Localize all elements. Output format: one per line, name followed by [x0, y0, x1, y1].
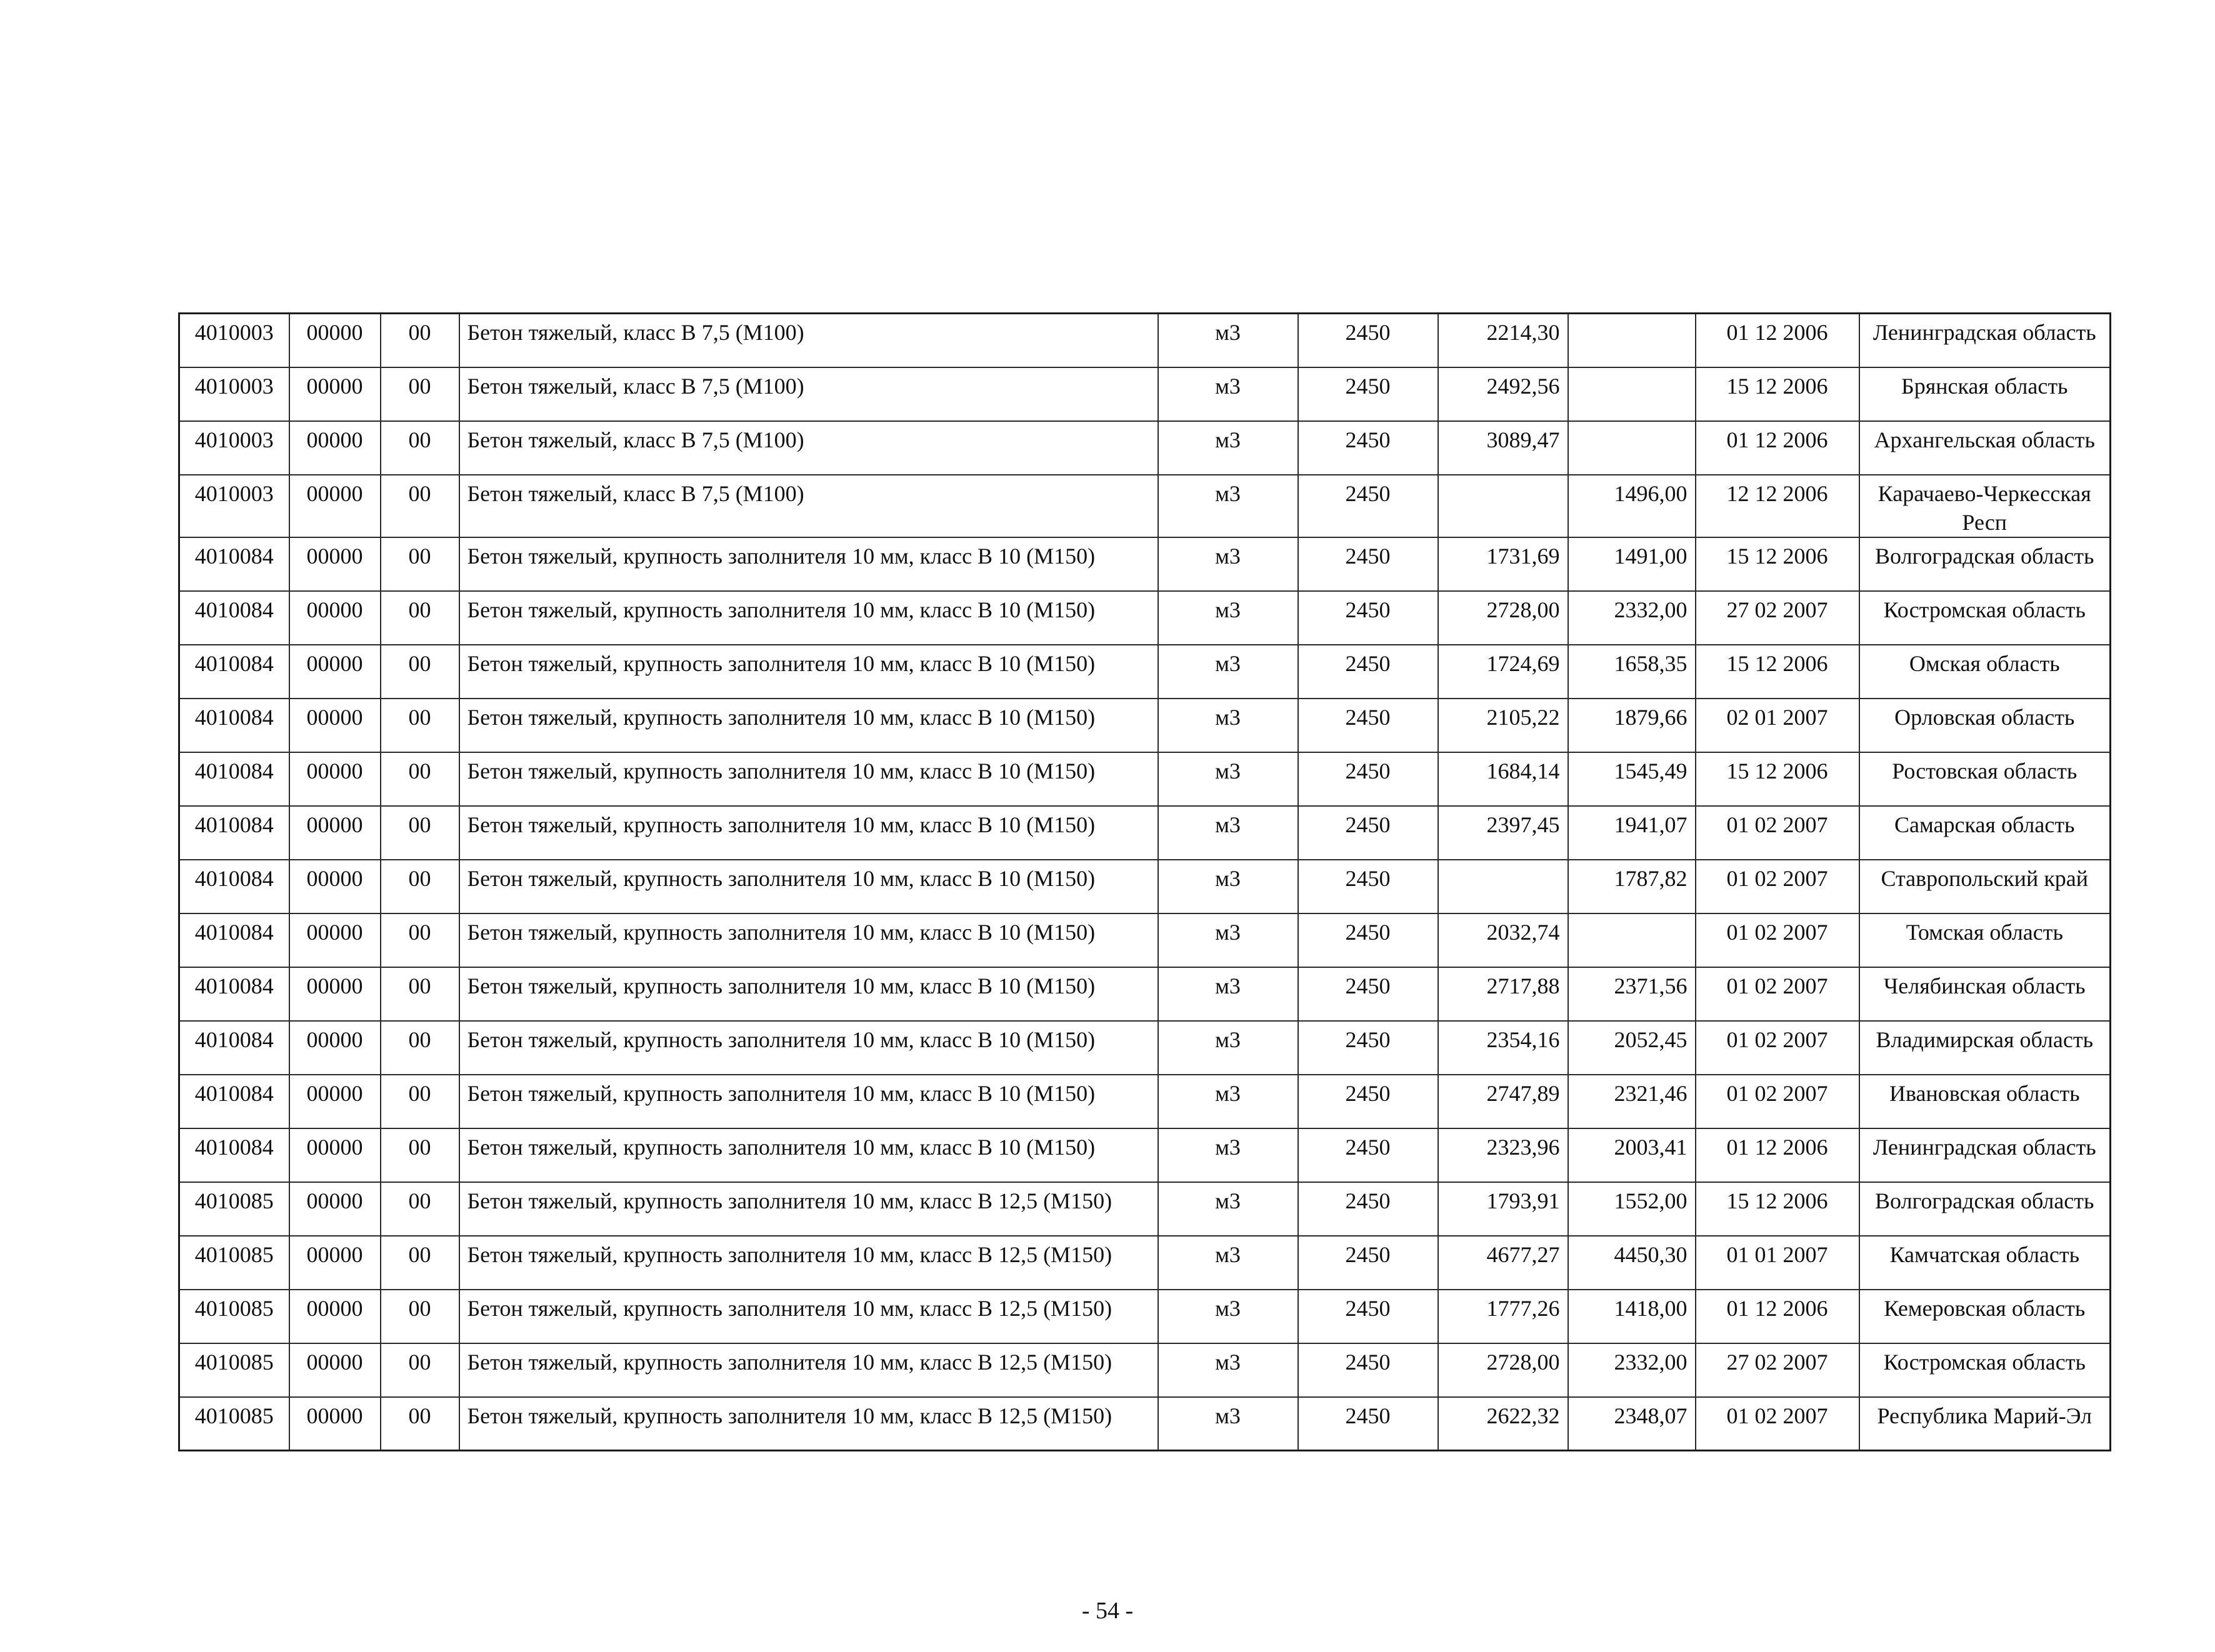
- cell-unit: м3: [1158, 1182, 1298, 1236]
- cell-code: 4010085: [179, 1343, 289, 1397]
- cell-region: Томская область: [1859, 913, 2111, 967]
- cell-region: Камчатская область: [1859, 1236, 2111, 1290]
- cell-price-1: 2747,89: [1438, 1075, 1568, 1128]
- cell-date: 15 12 2006: [1696, 537, 1859, 591]
- cell-price-1: 2622,32: [1438, 1397, 1568, 1451]
- cell-code: 4010084: [179, 860, 289, 913]
- cell-density: 2450: [1298, 367, 1438, 421]
- cell-price-2: 2332,00: [1568, 1343, 1696, 1397]
- cell-variant: 00: [381, 421, 459, 475]
- cell-density: 2450: [1298, 1290, 1438, 1343]
- cell-variant: 00: [381, 314, 459, 367]
- cell-price-1: 1684,14: [1438, 752, 1568, 806]
- cell-density: 2450: [1298, 645, 1438, 699]
- table-row: [179, 1236, 2111, 1290]
- cell-price-2: 2052,45: [1568, 1021, 1696, 1075]
- cell-price-1: [1438, 475, 1568, 537]
- cell-material-name: Бетон тяжелый, крупность заполнителя 10 мм, класс В 12,5 (М150): [459, 1182, 1158, 1236]
- cell-subcode: 00000: [289, 591, 381, 645]
- cell-code: 4010003: [179, 367, 289, 421]
- page-number: - 54 -: [1081, 1598, 1134, 1624]
- cell-density: 2450: [1298, 421, 1438, 475]
- cell-price-1: 1724,69: [1438, 645, 1568, 699]
- cell-density: 2450: [1298, 1236, 1438, 1290]
- cell-unit: м3: [1158, 1021, 1298, 1075]
- cell-unit: м3: [1158, 645, 1298, 699]
- cell-price-1: 3089,47: [1438, 421, 1568, 475]
- cell-subcode: 00000: [289, 913, 381, 967]
- cell-date: 15 12 2006: [1696, 367, 1859, 421]
- cell-subcode: 00000: [289, 1290, 381, 1343]
- cell-price-2: [1568, 367, 1696, 421]
- cell-density: 2450: [1298, 475, 1438, 537]
- cell-price-2: 1658,35: [1568, 645, 1696, 699]
- cell-price-1: 2397,45: [1438, 806, 1568, 860]
- table-row: [179, 913, 2111, 967]
- cell-price-1: 2105,22: [1438, 699, 1568, 752]
- cell-variant: 00: [381, 367, 459, 421]
- cell-code: 4010084: [179, 967, 289, 1021]
- cell-code: 4010085: [179, 1236, 289, 1290]
- cell-price-1: 1731,69: [1438, 537, 1568, 591]
- cell-variant: 00: [381, 537, 459, 591]
- cell-subcode: 00000: [289, 1128, 381, 1182]
- table-row: [179, 314, 2111, 367]
- cell-unit: м3: [1158, 1236, 1298, 1290]
- cell-region: Ставропольский край: [1859, 860, 2111, 913]
- cell-material-name: Бетон тяжелый, крупность заполнителя 10 мм, класс В 12,5 (М150): [459, 1290, 1158, 1343]
- cell-price-2: 2321,46: [1568, 1075, 1696, 1128]
- cell-price-1: 2717,88: [1438, 967, 1568, 1021]
- cell-variant: 00: [381, 1397, 459, 1451]
- table-row: [179, 1021, 2111, 1075]
- cell-variant: 00: [381, 1343, 459, 1397]
- cell-code: 4010084: [179, 806, 289, 860]
- cell-density: 2450: [1298, 1128, 1438, 1182]
- table-row: [179, 475, 2111, 537]
- cell-density: 2450: [1298, 860, 1438, 913]
- cell-material-name: Бетон тяжелый, крупность заполнителя 10 мм, класс В 10 (М150): [459, 1021, 1158, 1075]
- cell-code: 4010084: [179, 752, 289, 806]
- cell-price-2: 1496,00: [1568, 475, 1696, 537]
- cell-unit: м3: [1158, 806, 1298, 860]
- cell-unit: м3: [1158, 913, 1298, 967]
- cell-density: 2450: [1298, 1182, 1438, 1236]
- cell-code: 4010084: [179, 913, 289, 967]
- cell-date: 01 02 2007: [1696, 860, 1859, 913]
- cell-region: Ростовская область: [1859, 752, 2111, 806]
- table-row: [179, 1397, 2111, 1451]
- cell-region: Волгоградская область: [1859, 537, 2111, 591]
- cell-subcode: 00000: [289, 1182, 381, 1236]
- table-row: [179, 1182, 2111, 1236]
- cell-unit: м3: [1158, 752, 1298, 806]
- cell-region: Омская область: [1859, 645, 2111, 699]
- cell-date: 01 12 2006: [1696, 421, 1859, 475]
- cell-code: 4010003: [179, 475, 289, 537]
- cell-unit: м3: [1158, 1343, 1298, 1397]
- cell-code: 4010084: [179, 1128, 289, 1182]
- cell-unit: м3: [1158, 1290, 1298, 1343]
- cell-price-2: 2371,56: [1568, 967, 1696, 1021]
- cell-region: Архангельская область: [1859, 421, 2111, 475]
- cell-code: 4010084: [179, 699, 289, 752]
- cell-region: Орловская область: [1859, 699, 2111, 752]
- cell-price-2: 2348,07: [1568, 1397, 1696, 1451]
- cell-subcode: 00000: [289, 806, 381, 860]
- cell-material-name: Бетон тяжелый, крупность заполнителя 10 мм, класс В 12,5 (М150): [459, 1343, 1158, 1397]
- cell-unit: м3: [1158, 537, 1298, 591]
- cell-region: Волгоградская область: [1859, 1182, 2111, 1236]
- cell-price-2: 1491,00: [1568, 537, 1696, 591]
- cell-code: 4010084: [179, 591, 289, 645]
- cell-price-2: 1418,00: [1568, 1290, 1696, 1343]
- cell-region: Карачаево-Черкесская Респ: [1859, 475, 2111, 537]
- cell-code: 4010085: [179, 1290, 289, 1343]
- cell-variant: 00: [381, 1182, 459, 1236]
- cell-variant: 00: [381, 1021, 459, 1075]
- cell-date: 01 02 2007: [1696, 913, 1859, 967]
- cell-date: 01 12 2006: [1696, 1128, 1859, 1182]
- table-row: [179, 752, 2111, 806]
- cell-date: 12 12 2006: [1696, 475, 1859, 537]
- cell-subcode: 00000: [289, 699, 381, 752]
- cell-density: 2450: [1298, 537, 1438, 591]
- cell-material-name: Бетон тяжелый, крупность заполнителя 10 мм, класс В 10 (М150): [459, 806, 1158, 860]
- cell-region: Костромская область: [1859, 591, 2111, 645]
- cell-code: 4010084: [179, 1021, 289, 1075]
- cell-price-1: [1438, 860, 1568, 913]
- cell-subcode: 00000: [289, 537, 381, 591]
- cell-unit: м3: [1158, 591, 1298, 645]
- cell-date: 01 02 2007: [1696, 967, 1859, 1021]
- cell-variant: 00: [381, 475, 459, 537]
- cell-code: 4010084: [179, 1075, 289, 1128]
- cell-price-1: 2492,56: [1438, 367, 1568, 421]
- table-body: [179, 314, 2111, 1451]
- cell-material-name: Бетон тяжелый, крупность заполнителя 10 мм, класс В 10 (М150): [459, 699, 1158, 752]
- cell-unit: м3: [1158, 421, 1298, 475]
- cell-material-name: Бетон тяжелый, класс В 7,5 (М100): [459, 475, 1158, 537]
- cell-date: 01 12 2006: [1696, 314, 1859, 367]
- cell-subcode: 00000: [289, 1343, 381, 1397]
- cell-price-1: 1777,26: [1438, 1290, 1568, 1343]
- table-row: [179, 1075, 2111, 1128]
- cell-density: 2450: [1298, 1075, 1438, 1128]
- cell-price-1: 2354,16: [1438, 1021, 1568, 1075]
- cell-subcode: 00000: [289, 475, 381, 537]
- cell-price-1: 2728,00: [1438, 591, 1568, 645]
- cell-material-name: Бетон тяжелый, крупность заполнителя 10 мм, класс В 10 (М150): [459, 645, 1158, 699]
- cell-region: Брянская область: [1859, 367, 2111, 421]
- cell-code: 4010085: [179, 1397, 289, 1451]
- cell-date: 02 01 2007: [1696, 699, 1859, 752]
- table-row: [179, 367, 2111, 421]
- cell-code: 4010003: [179, 314, 289, 367]
- table-row: [179, 645, 2111, 699]
- cell-subcode: 00000: [289, 421, 381, 475]
- cell-code: 4010084: [179, 645, 289, 699]
- cell-unit: м3: [1158, 699, 1298, 752]
- table-row: [179, 860, 2111, 913]
- cell-variant: 00: [381, 1236, 459, 1290]
- cell-unit: м3: [1158, 475, 1298, 537]
- cell-density: 2450: [1298, 314, 1438, 367]
- cell-date: 27 02 2007: [1696, 1343, 1859, 1397]
- cell-material-name: Бетон тяжелый, крупность заполнителя 10 мм, класс В 12,5 (М150): [459, 1397, 1158, 1451]
- price-table: [178, 312, 2111, 1451]
- cell-density: 2450: [1298, 752, 1438, 806]
- cell-material-name: Бетон тяжелый, крупность заполнителя 10 мм, класс В 10 (М150): [459, 1075, 1158, 1128]
- price-sheet: [178, 312, 2109, 1451]
- cell-price-2: 4450,30: [1568, 1236, 1696, 1290]
- table-row: [179, 1128, 2111, 1182]
- table-row: [179, 806, 2111, 860]
- cell-subcode: 00000: [289, 1397, 381, 1451]
- cell-density: 2450: [1298, 1397, 1438, 1451]
- cell-variant: 00: [381, 967, 459, 1021]
- cell-region: Кемеровская область: [1859, 1290, 2111, 1343]
- table-row: [179, 591, 2111, 645]
- cell-region: Ленинградская область: [1859, 1128, 2111, 1182]
- cell-price-2: 2332,00: [1568, 591, 1696, 645]
- cell-price-2: [1568, 421, 1696, 475]
- cell-variant: 00: [381, 591, 459, 645]
- cell-material-name: Бетон тяжелый, крупность заполнителя 10 мм, класс В 10 (М150): [459, 591, 1158, 645]
- cell-price-2: [1568, 314, 1696, 367]
- cell-date: 01 02 2007: [1696, 1397, 1859, 1451]
- cell-date: 01 02 2007: [1696, 1075, 1859, 1128]
- cell-unit: м3: [1158, 1128, 1298, 1182]
- cell-unit: м3: [1158, 967, 1298, 1021]
- cell-variant: 00: [381, 913, 459, 967]
- cell-date: 01 02 2007: [1696, 806, 1859, 860]
- cell-region: Ленинградская область: [1859, 314, 2111, 367]
- cell-price-2: 1552,00: [1568, 1182, 1696, 1236]
- cell-date: 01 01 2007: [1696, 1236, 1859, 1290]
- table-row: [179, 421, 2111, 475]
- table-row: [179, 537, 2111, 591]
- cell-material-name: Бетон тяжелый, крупность заполнителя 10 мм, класс В 10 (М150): [459, 537, 1158, 591]
- cell-unit: м3: [1158, 860, 1298, 913]
- cell-subcode: 00000: [289, 1236, 381, 1290]
- cell-material-name: Бетон тяжелый, крупность заполнителя 10 мм, класс В 10 (М150): [459, 860, 1158, 913]
- cell-region: Самарская область: [1859, 806, 2111, 860]
- cell-variant: 00: [381, 699, 459, 752]
- cell-variant: 00: [381, 1128, 459, 1182]
- cell-price-2: 1545,49: [1568, 752, 1696, 806]
- cell-subcode: 00000: [289, 1075, 381, 1128]
- cell-price-2: 1941,07: [1568, 806, 1696, 860]
- cell-density: 2450: [1298, 699, 1438, 752]
- cell-price-1: 2323,96: [1438, 1128, 1568, 1182]
- cell-date: 15 12 2006: [1696, 752, 1859, 806]
- cell-variant: 00: [381, 806, 459, 860]
- cell-variant: 00: [381, 752, 459, 806]
- cell-unit: м3: [1158, 1397, 1298, 1451]
- cell-unit: м3: [1158, 1075, 1298, 1128]
- cell-price-1: 2214,30: [1438, 314, 1568, 367]
- cell-code: 4010085: [179, 1182, 289, 1236]
- cell-unit: м3: [1158, 367, 1298, 421]
- cell-material-name: Бетон тяжелый, крупность заполнителя 10 мм, класс В 12,5 (М150): [459, 1236, 1158, 1290]
- cell-subcode: 00000: [289, 314, 381, 367]
- cell-price-1: 4677,27: [1438, 1236, 1568, 1290]
- cell-subcode: 00000: [289, 860, 381, 913]
- cell-region: Костромская область: [1859, 1343, 2111, 1397]
- cell-density: 2450: [1298, 591, 1438, 645]
- cell-density: 2450: [1298, 913, 1438, 967]
- cell-code: 4010003: [179, 421, 289, 475]
- cell-material-name: Бетон тяжелый, крупность заполнителя 10 мм, класс В 10 (М150): [459, 913, 1158, 967]
- cell-subcode: 00000: [289, 367, 381, 421]
- cell-subcode: 00000: [289, 967, 381, 1021]
- cell-date: 15 12 2006: [1696, 1182, 1859, 1236]
- cell-variant: 00: [381, 1075, 459, 1128]
- cell-price-2: [1568, 913, 1696, 967]
- cell-code: 4010084: [179, 537, 289, 591]
- cell-price-2: 1879,66: [1568, 699, 1696, 752]
- table-row: [179, 1290, 2111, 1343]
- cell-variant: 00: [381, 645, 459, 699]
- cell-price-2: 1787,82: [1568, 860, 1696, 913]
- cell-date: 01 12 2006: [1696, 1290, 1859, 1343]
- cell-date: 01 02 2007: [1696, 1021, 1859, 1075]
- cell-price-1: 2032,74: [1438, 913, 1568, 967]
- cell-unit: м3: [1158, 314, 1298, 367]
- cell-density: 2450: [1298, 1343, 1438, 1397]
- cell-region: Республика Марий-Эл: [1859, 1397, 2111, 1451]
- cell-price-1: 1793,91: [1438, 1182, 1568, 1236]
- cell-density: 2450: [1298, 806, 1438, 860]
- cell-variant: 00: [381, 1290, 459, 1343]
- cell-variant: 00: [381, 860, 459, 913]
- cell-date: 27 02 2007: [1696, 591, 1859, 645]
- cell-price-1: 2728,00: [1438, 1343, 1568, 1397]
- cell-subcode: 00000: [289, 752, 381, 806]
- cell-date: 15 12 2006: [1696, 645, 1859, 699]
- cell-material-name: Бетон тяжелый, крупность заполнителя 10 мм, класс В 10 (М150): [459, 752, 1158, 806]
- cell-subcode: 00000: [289, 1021, 381, 1075]
- cell-density: 2450: [1298, 967, 1438, 1021]
- table-row: [179, 967, 2111, 1021]
- table-row: [179, 699, 2111, 752]
- cell-region: Челябинская область: [1859, 967, 2111, 1021]
- cell-material-name: Бетон тяжелый, класс В 7,5 (М100): [459, 367, 1158, 421]
- cell-region: Ивановская область: [1859, 1075, 2111, 1128]
- cell-subcode: 00000: [289, 645, 381, 699]
- table-row: [179, 1343, 2111, 1397]
- cell-region: Владимирская область: [1859, 1021, 2111, 1075]
- cell-material-name: Бетон тяжелый, крупность заполнителя 10 мм, класс В 10 (М150): [459, 1128, 1158, 1182]
- cell-material-name: Бетон тяжелый, крупность заполнителя 10 мм, класс В 10 (М150): [459, 967, 1158, 1021]
- cell-density: 2450: [1298, 1021, 1438, 1075]
- cell-material-name: Бетон тяжелый, класс В 7,5 (М100): [459, 421, 1158, 475]
- cell-price-2: 2003,41: [1568, 1128, 1696, 1182]
- cell-material-name: Бетон тяжелый, класс В 7,5 (М100): [459, 314, 1158, 367]
